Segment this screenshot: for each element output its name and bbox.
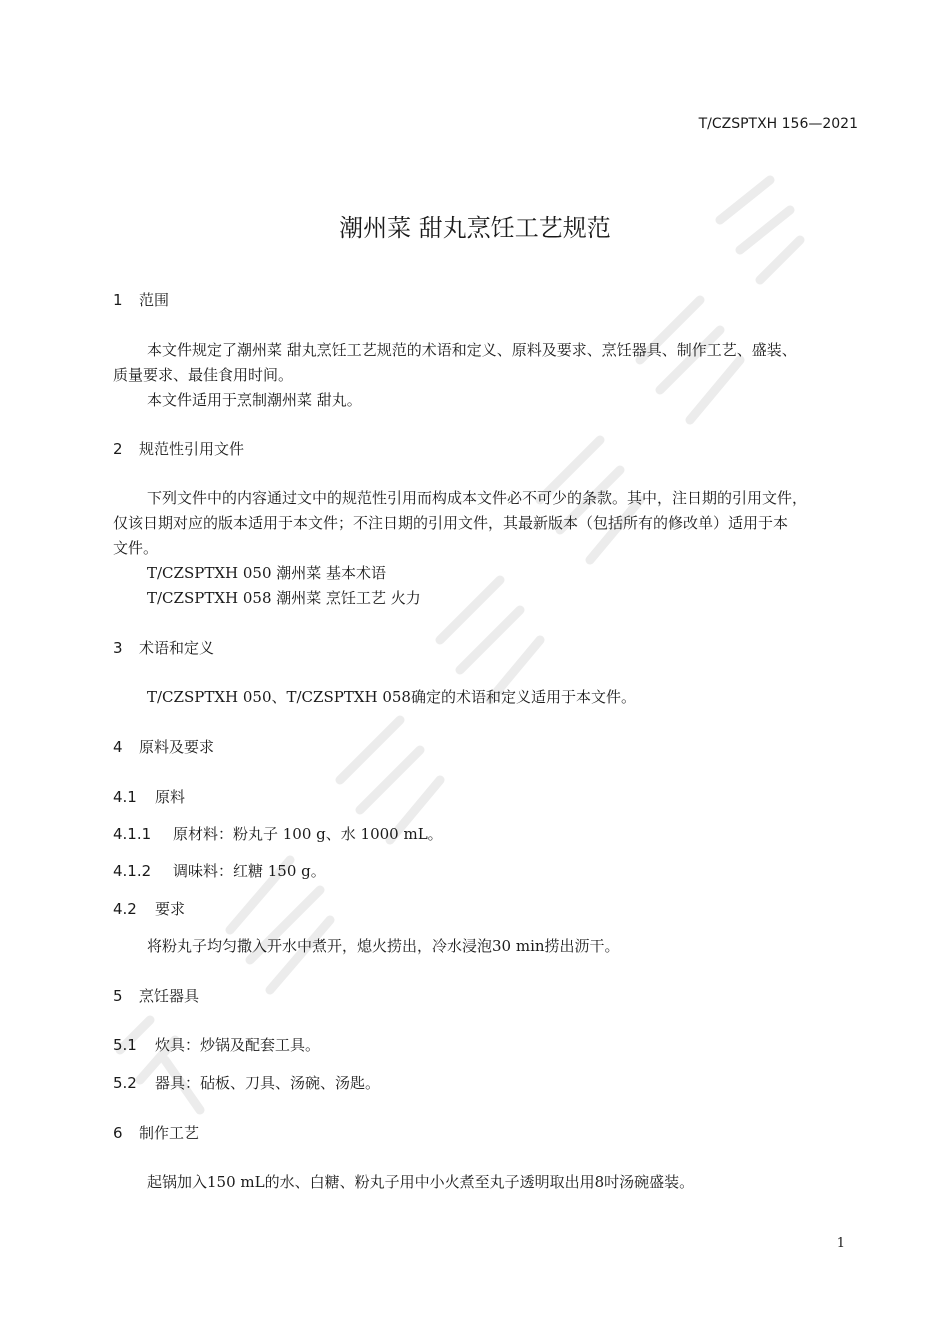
paragraph-line: 起锅加入150 mL的水、白糖、粉丸子用中小火煮至丸子透明取出用8吋汤碗盛装。 xyxy=(147,1173,695,1191)
clause-text: 原材料：粉丸子 100 g、水 1000 mL。 xyxy=(173,825,443,843)
section-number: 5 xyxy=(113,987,123,1005)
section-heading-4 xyxy=(113,736,214,757)
clause-text: 调味料：红糖 150 g。 xyxy=(173,862,326,880)
reference-item: T/CZSPTXH 058 潮州菜 烹饪工艺 火力 xyxy=(147,589,421,607)
clause-number: 5.2 xyxy=(113,1074,137,1092)
subsection-heading-4-1 xyxy=(113,786,185,807)
clause-5-1 xyxy=(113,1034,320,1055)
clause-number: 4.1.2 xyxy=(113,862,152,880)
section-number: 6 xyxy=(113,1124,123,1142)
section-number: 2 xyxy=(113,440,123,458)
paragraph-line: 本文件规定了潮州菜 甜丸烹饪工艺规范的术语和定义、原料及要求、烹饪器具、制作工艺、盛装、 xyxy=(147,341,797,359)
subsection-number: 4.1 xyxy=(113,788,137,806)
section-heading-3 xyxy=(113,637,214,658)
clause-text: 炊具：炒锅及配套工具。 xyxy=(155,1036,321,1054)
clause-number: 4.1.1 xyxy=(113,825,152,843)
clause-4-1-2 xyxy=(113,860,326,881)
clause-text: 器具：砧板、刀具、汤碗、汤匙。 xyxy=(155,1074,381,1092)
paragraph-line: T/CZSPTXH 050、T/CZSPTXH 058确定的术语和定义适用于本文件。 xyxy=(147,688,636,706)
page-title: 潮州菜 甜丸烹饪工艺规范 xyxy=(339,214,611,242)
section-heading-6 xyxy=(113,1122,199,1143)
section-title: 原料及要求 xyxy=(139,738,215,756)
section-title: 规范性引用文件 xyxy=(139,440,245,458)
subsection-title: 要求 xyxy=(155,900,186,918)
page-number: 1 xyxy=(836,1236,845,1251)
section-title: 制作工艺 xyxy=(139,1124,200,1142)
section-number: 3 xyxy=(113,639,123,657)
section-title: 烹饪器具 xyxy=(139,987,200,1005)
section-title: 范围 xyxy=(139,291,170,309)
section-number: 4 xyxy=(113,738,123,756)
paragraph-line: 将粉丸子均匀撒入开水中煮开，熄火捞出，冷水浸泡30 min捞出沥干。 xyxy=(147,937,620,955)
paragraph-line: 文件。 xyxy=(113,539,159,557)
document-number: T/CZSPTXH 156—2021 xyxy=(698,116,858,132)
section-number: 1 xyxy=(113,291,123,309)
section-heading-5 xyxy=(113,985,199,1006)
paragraph-line: 质量要求、最佳食用时间。 xyxy=(113,366,294,384)
paragraph-line: 本文件适用于烹制潮州菜 甜丸。 xyxy=(147,391,362,409)
section-title: 术语和定义 xyxy=(139,639,215,657)
section-heading-2 xyxy=(113,438,244,459)
clause-4-1-1 xyxy=(113,823,443,844)
reference-item: T/CZSPTXH 050 潮州菜 基本术语 xyxy=(147,564,387,582)
paragraph-line: 仅该日期对应的版本适用于本文件；不注日期的引用文件，其最新版本（包括所有的修改单）适用于本 xyxy=(113,514,789,532)
subsection-title: 原料 xyxy=(155,788,186,806)
clause-5-2 xyxy=(113,1072,380,1093)
subsection-number: 4.2 xyxy=(113,900,137,918)
clause-number: 5.1 xyxy=(113,1036,137,1054)
section-heading-1 xyxy=(113,289,169,310)
paragraph-line: 下列文件中的内容通过文中的规范性引用而构成本文件必不可少的条款。其中，注日期的引用文件， xyxy=(147,489,808,507)
subsection-heading-4-2 xyxy=(113,898,185,919)
